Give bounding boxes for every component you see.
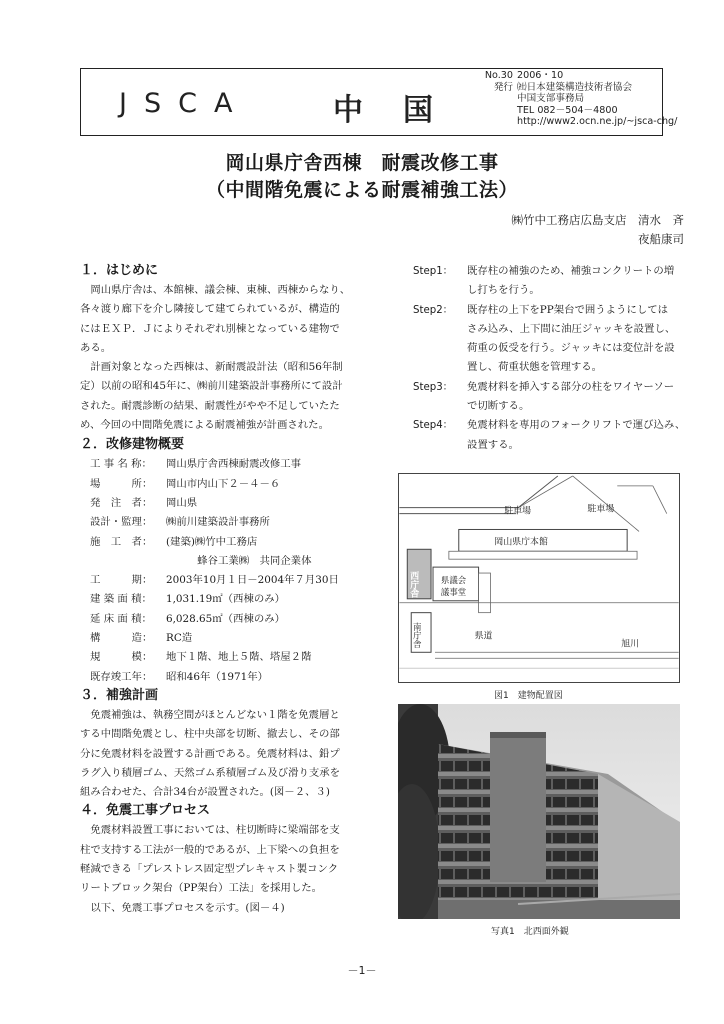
publication-info-value: http://www2.ocn.ne.jp/~jsca-chg/ — [517, 116, 678, 128]
paragraph-line: 免震補強は、執務空間がほとんどない１階を免震層と — [80, 708, 340, 721]
region-name: 中国 — [333, 93, 473, 128]
author-line-2: 夜船康司 — [638, 232, 684, 246]
spec-value: 6,028.65㎡（西棟のみ） — [166, 612, 286, 625]
spec-row — [80, 533, 380, 552]
spec-row — [80, 494, 380, 513]
publication-info-value: 中国支部事務局 — [517, 93, 585, 105]
section-heading-overview: ２．改修建物概要 — [80, 437, 185, 453]
publication-info-row — [477, 116, 677, 128]
step-text — [467, 416, 685, 455]
step-text-line: 既存柱の補強のため、補強コンクリートの増 — [467, 265, 675, 277]
publication-info — [477, 70, 677, 128]
step-text-line: 既存柱の上下をPP架台で囲うようにしては — [467, 303, 669, 316]
spec-value: RC造 — [166, 632, 193, 645]
label-prefectural-road: 県道 — [474, 631, 493, 642]
step-text-line: 荷重の仮受を行う。ジャッキには変位計を設 — [467, 342, 675, 355]
spec-key: 建 築 面 積： — [90, 593, 152, 606]
spec-value: 岡山県 — [166, 496, 198, 509]
publication-info-key — [477, 105, 517, 117]
label-parking-2: 駐車場 — [587, 504, 615, 515]
paragraph-line: リートブロック架台（PP架台）工法」を採用した。 — [80, 882, 323, 895]
paragraph-line: 組み合わせた、合計34台が設置された。(図－２、３) — [80, 786, 330, 799]
paragraph-line: 軽減できる「プレストレス固定型プレキャスト製コンク — [80, 863, 339, 876]
process-step — [413, 378, 689, 417]
figure-1-caption: 図1 建物配置図 — [494, 691, 563, 701]
step-text-line: 設置する。 — [467, 438, 519, 451]
paragraph-line: 分に免震材料を設置する計画である。免震材料は、鉛プ — [80, 747, 340, 760]
label-west-building: 西庁舎 — [408, 571, 419, 598]
spec-key: 工 期： — [90, 574, 153, 587]
spec-key: 延 床 面 積： — [90, 612, 152, 625]
step-text-line: 置し、荷重状態を管理する。 — [467, 361, 603, 374]
paragraph-line: する中間階免震とし、柱中央部を切断、撤去し、その部 — [80, 728, 340, 741]
step-label: Step4： — [413, 420, 453, 432]
step-label: Step2： — [413, 304, 453, 316]
publication-info-key: 発行 — [493, 81, 513, 93]
spec-key: 規 模： — [90, 651, 153, 664]
left-column — [80, 262, 380, 918]
brand-name: JSCA — [119, 88, 250, 119]
process-steps — [413, 262, 689, 455]
spec-row — [80, 648, 380, 667]
spec-value: 2003年10月１日－2004年７月30日 — [166, 574, 339, 587]
paragraph-line: 定）以前の昭和45年に、㈱前川建築設計事務所にて設計 — [80, 380, 343, 393]
step-text-line: 免震材料を挿入する部分の柱をワイヤーソー — [467, 380, 675, 393]
label-south-building: 南庁舎 — [412, 622, 423, 648]
spec-row — [80, 475, 380, 494]
section-heading-process: ４．免震工事プロセス — [80, 803, 211, 819]
paragraph-line: にはＥＸＰ．Ｊによりそれぞれ別棟となっている建物で — [80, 322, 340, 335]
spec-key — [80, 552, 166, 571]
spec-key: 施 工 者： — [90, 535, 153, 548]
spec-key: 設計・監理： — [90, 516, 153, 529]
paragraph-line: ある。 — [80, 341, 112, 354]
section-heading-reinforcement: ３．補強計画 — [80, 687, 159, 703]
spec-row — [80, 455, 380, 474]
publication-info-key — [477, 116, 517, 128]
step-label: Step3： — [413, 381, 453, 393]
paragraph-line: 各々渡り廊下を介し隣接して建てられているが、構造的 — [80, 303, 340, 316]
spec-value: (建築)㈱竹中工務店 — [166, 535, 258, 548]
spec-value: 岡山県庁舎西棟耐震改修工事 — [166, 458, 302, 471]
publication-info-key — [477, 93, 517, 105]
step-label: Step1： — [413, 266, 453, 277]
label-assembly-1: 県議会 — [440, 574, 467, 585]
spec-row — [80, 610, 380, 629]
spec-key: 既存竣工年： — [90, 670, 153, 683]
spec-row — [80, 668, 380, 687]
building-photo — [398, 704, 680, 919]
publication-info-value: TEL 082－504－4800 — [517, 104, 618, 116]
spec-value: 蜂谷工業㈱ 共同企業体 — [166, 554, 312, 567]
step-text-line: で切断する。 — [467, 400, 530, 413]
publication-info-row — [477, 105, 677, 117]
site-plan-figure — [398, 473, 680, 683]
step-text-line: し打ちを行う。 — [467, 284, 540, 297]
spec-value: 昭和46年（1971年） — [166, 670, 269, 683]
author-line-1: ㈱竹中工務店広島支店 清水 斉 — [511, 213, 684, 227]
page-number: －1－ — [347, 964, 377, 977]
paragraph-line: 計画対象となった西棟は、新耐震設計法（昭和56年制 — [80, 361, 343, 374]
publication-info-row — [477, 93, 677, 105]
step-text — [467, 301, 675, 378]
spec-row — [80, 513, 380, 532]
spec-row — [80, 552, 380, 571]
publication-info-value: 2006・10 — [517, 70, 564, 81]
spec-row — [80, 590, 380, 609]
process-step — [413, 416, 689, 455]
publication-info-value: ㈳日本建築構造技術者協会 — [517, 81, 633, 93]
step-text-line: さみ込み、上下間に油圧ジャッキを設置し、 — [467, 322, 676, 335]
paragraph-line: 以下、免震工事プロセスを示す。(図－４) — [80, 901, 285, 914]
spec-value: 岡山市内山下２－４－６ — [166, 477, 281, 490]
reinforcement-paragraph — [80, 706, 380, 802]
spec-key: 構 造： — [90, 632, 153, 645]
publication-info-key: No.30 — [484, 70, 513, 81]
building-spec-list — [80, 455, 380, 687]
publication-info-row — [477, 70, 677, 82]
step-text-line: 免震材料を専用のフォークリフトで運び込み、 — [467, 419, 686, 432]
paragraph-line: 岡山県庁舎は、本館棟、議会棟、東棟、西棟からなり、 — [80, 284, 351, 296]
photo-caption: 写真1 北西面外観 — [491, 927, 569, 937]
paragraph-line: 柱で支持する工法が一般的であるが、上下梁への負担を — [80, 843, 340, 856]
spec-row — [80, 571, 380, 590]
paragraph-line: された。耐震診断の結果、耐震性がやや不足していたた — [80, 399, 340, 412]
paragraph-line: ラグ入り積層ゴム、天然ゴム系積層ゴム及び滑り支承を — [80, 766, 341, 779]
paragraph-line: め、今回の中間階免震による耐震補強が計画された。 — [80, 419, 329, 432]
paragraph-line: 免震材料設置工事においては、柱切断時に梁端部を支 — [80, 824, 340, 837]
label-parking-1: 駐車場 — [504, 506, 532, 517]
label-main-building: 岡山県庁本館 — [494, 537, 548, 548]
step-text — [467, 262, 674, 301]
spec-key: 工 事 名 称： — [90, 458, 152, 471]
spec-value: 地下１階、地上５階、塔屋２階 — [166, 651, 312, 664]
process-step — [413, 262, 689, 301]
article-title: 岡山県庁舎西棟 耐震改修工事 — [225, 152, 499, 174]
process-paragraph — [80, 821, 380, 917]
process-step — [413, 301, 689, 378]
spec-row — [80, 629, 380, 648]
step-text — [467, 378, 674, 417]
label-assembly-2: 議事堂 — [440, 586, 467, 597]
spec-value: 1,031.19㎡（西棟のみ） — [166, 593, 286, 606]
spec-value: ㈱前川建築設計事務所 — [166, 516, 270, 529]
newsletter-header — [80, 68, 678, 136]
spec-key: 発 注 者： — [90, 496, 153, 509]
spec-key: 場 所： — [90, 477, 153, 490]
label-asahi-river: 旭川 — [621, 639, 640, 650]
building-photo-image — [398, 704, 680, 919]
section-heading-intro: １．はじめに — [80, 263, 159, 278]
article-subtitle: （中間階免震による耐震補強工法） — [205, 179, 518, 201]
intro-paragraph — [80, 281, 380, 435]
publication-info-row — [477, 82, 677, 94]
site-plan-drawing — [399, 474, 679, 682]
